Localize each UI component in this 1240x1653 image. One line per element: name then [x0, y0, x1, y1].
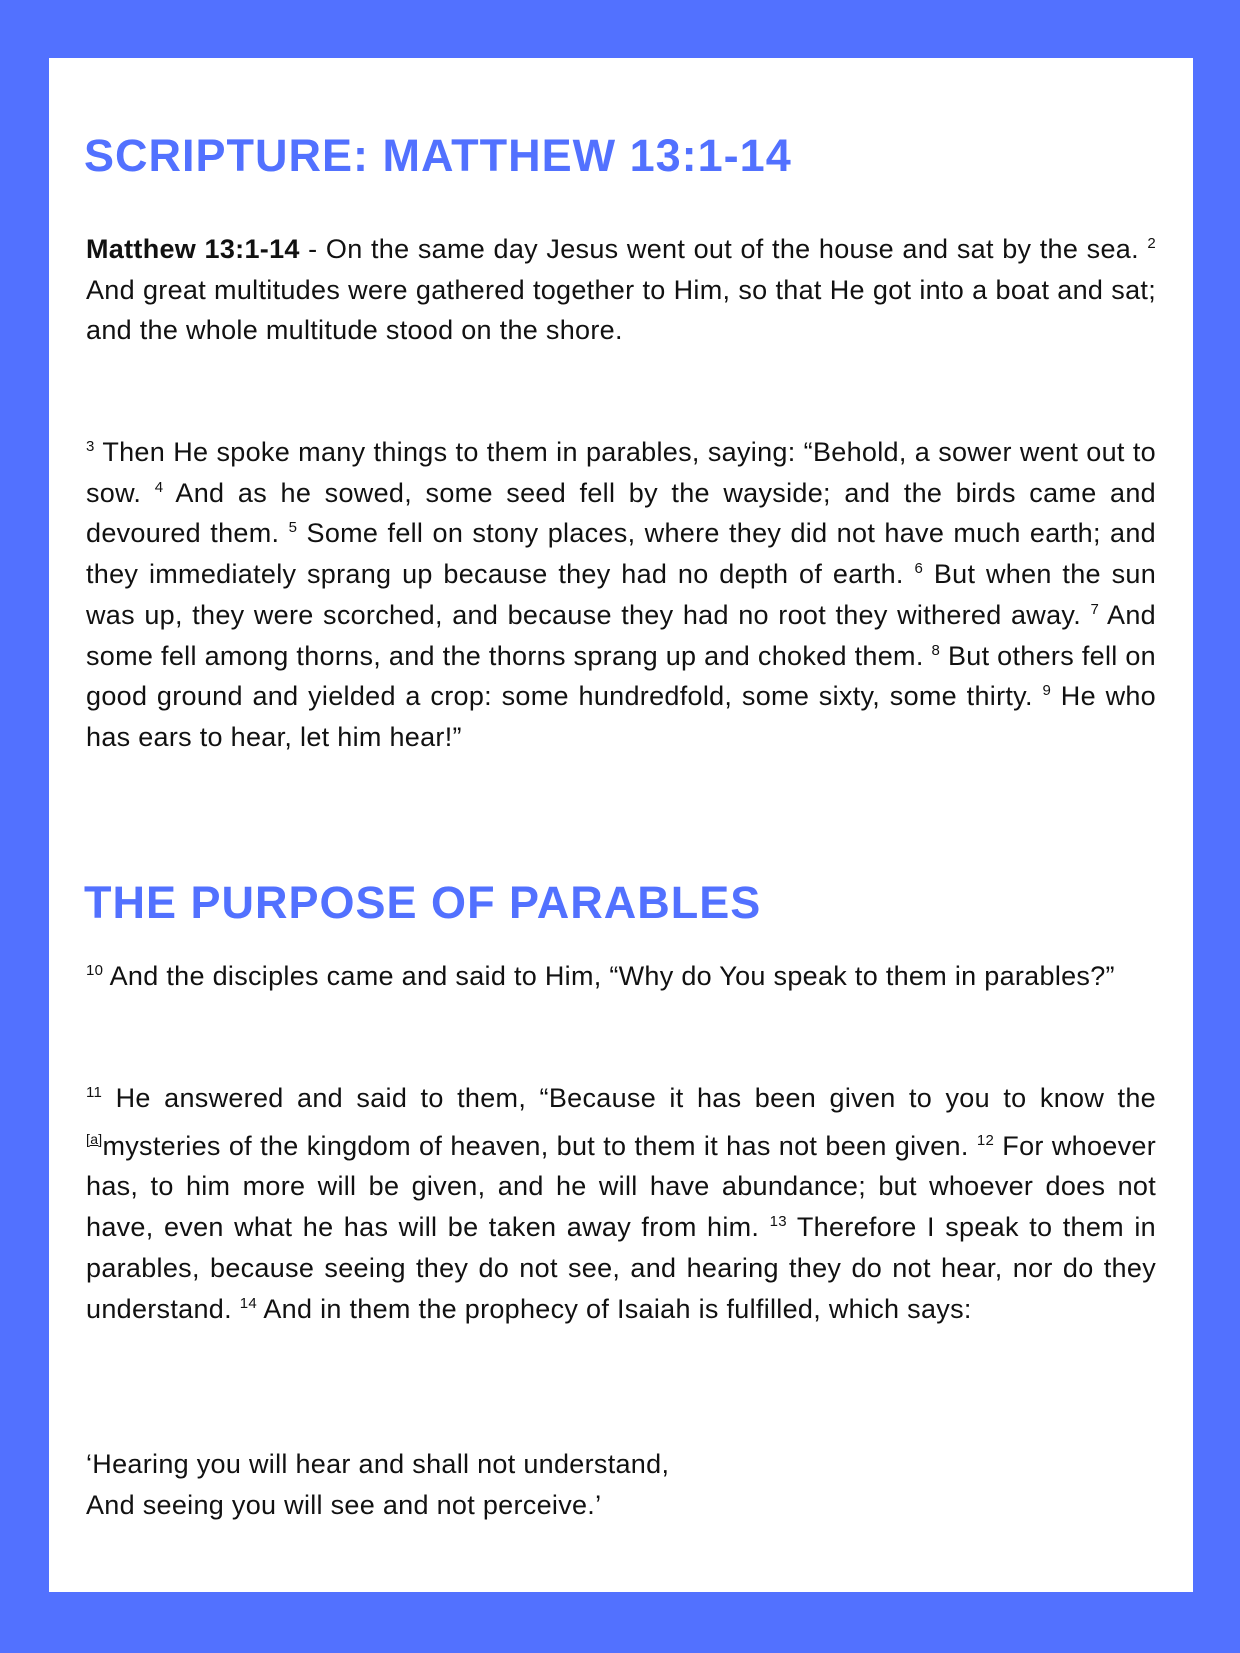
- passage-paragraph-2: [86, 432, 1156, 758]
- passage-paragraph-1: [86, 229, 1156, 351]
- page-title: SCRIPTURE: MATTHEW 13:1-14: [84, 130, 792, 181]
- footnote-link[interactable]: [a]: [86, 1130, 103, 1147]
- quote-line: ‘Hearing you will hear and shall not understand,: [86, 1449, 670, 1479]
- verse-number: 11: [86, 1084, 103, 1101]
- verse-text: But when the sun was up, they were scorched, and because they had no root they withered away.: [86, 559, 1157, 630]
- verse-text: He answered and said to them, “Because it has been given to you to know the: [102, 1083, 1156, 1113]
- quote-line: And seeing you will see and not perceive.’: [86, 1489, 602, 1520]
- verse-text: And some fell among thorns, and the thorns sprang up and choked them.: [86, 599, 1156, 671]
- quote-block: [86, 1444, 1156, 1525]
- verse-number: 10: [86, 962, 104, 979]
- verse-number: 7: [1090, 600, 1100, 618]
- verse-text: - On the same day Jesus went out of the house and sat by the sea.: [299, 234, 1148, 264]
- verse-text: But others fell on good ground and yielded a crop: some hundredfold, some sixty, some thirty.: [86, 640, 1156, 712]
- passage-paragraph-4: [86, 1078, 1156, 1329]
- verse-number: 2: [1147, 235, 1156, 252]
- verse-text: He who has ears to hear, let him hear!”: [86, 681, 1156, 752]
- passage-paragraph-3: [86, 956, 1156, 997]
- verse-text: Therefore I speak to them in parables, because seeing they do not see, and hearing they do not hear, nor do they understand.: [86, 1212, 1156, 1324]
- verse-number: 9: [1042, 682, 1052, 700]
- verse-text: And great multitudes were gathered together to Him, so that He got into a boat and sat; and the whole multitude stood on the shore.: [86, 274, 1156, 346]
- verse-text: mysteries of the kingdom of heaven, but to them it has not been given.: [102, 1130, 977, 1161]
- verse-text: And in them the prophecy of Isaiah is fulfilled, which says:: [257, 1293, 972, 1324]
- passage-reference: Matthew 13:1-14: [86, 234, 300, 264]
- verse-number: 13: [769, 1213, 787, 1231]
- verse-text: For whoever has, to him more will be given, and he will have abundance; but whoever does not have, even what he has will be taken away from him.: [86, 1130, 1156, 1243]
- verse-number: 6: [914, 560, 924, 578]
- verse-number: 8: [931, 641, 941, 659]
- section-heading: THE PURPOSE OF PARABLES: [84, 877, 762, 928]
- verse-number: 12: [976, 1131, 995, 1149]
- verse-text: Then He spoke many things to them in parables, saying: “Behold, a sower went out to sow.: [86, 437, 1156, 508]
- verse-text: And the disciples came and said to Him, “Why do You speak to them in parables?”: [103, 961, 1115, 991]
- verse-number: 5: [288, 519, 298, 537]
- verse-text: Some fell on stony places, where they did not have much earth; and they immediately sprang up because they had no depth of earth.: [86, 518, 1156, 590]
- verse-number: 14: [239, 1294, 258, 1312]
- verse-text: And as he sowed, some seed fell by the wayside; and the birds came and devoured them.: [86, 477, 1157, 549]
- verse-number: 4: [154, 478, 164, 496]
- verse-number: 3: [86, 438, 95, 455]
